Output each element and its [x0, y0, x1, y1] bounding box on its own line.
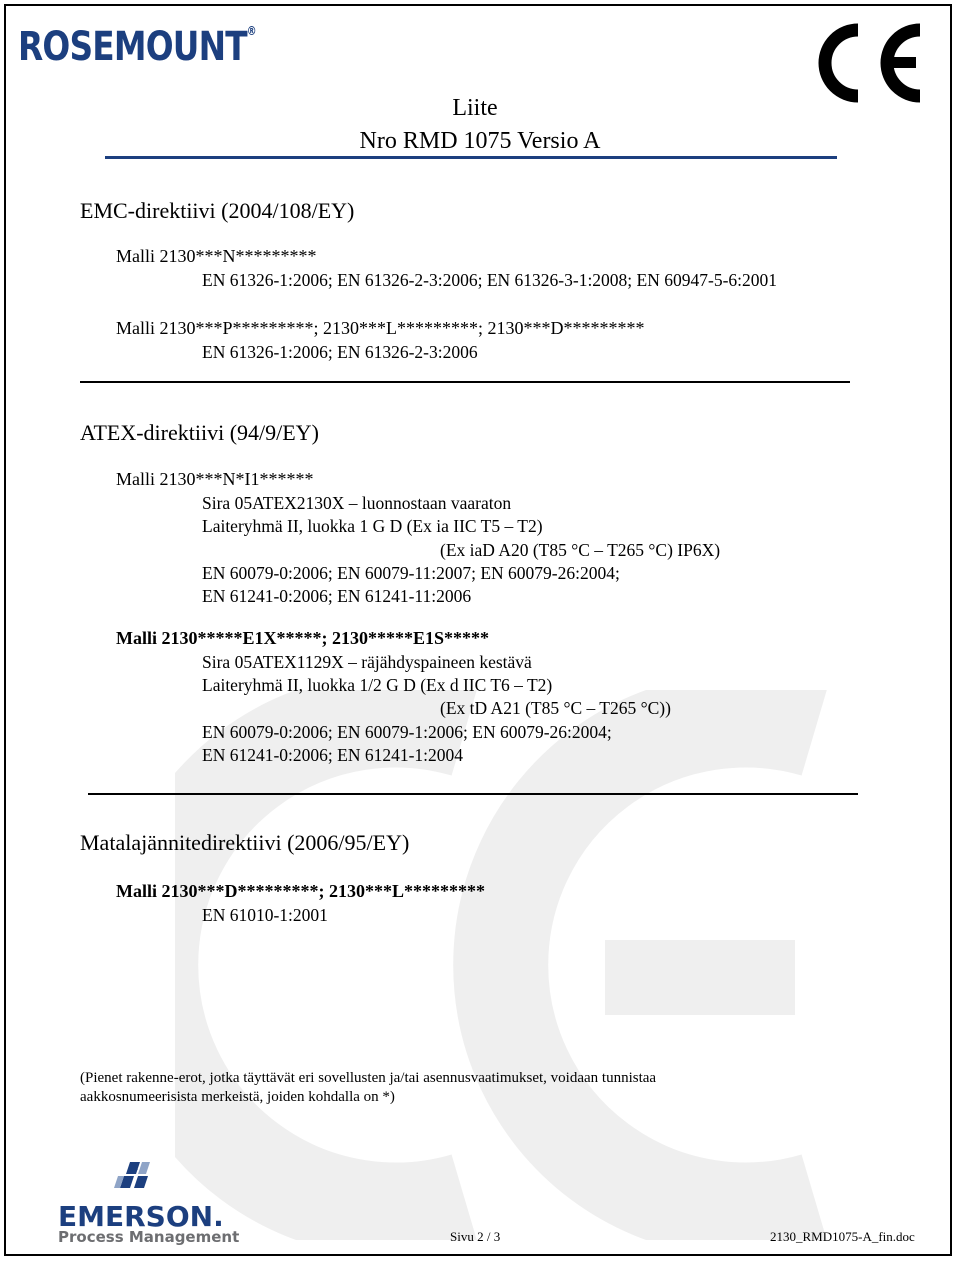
file-name: 2130_RMD1075-A_fin.doc	[770, 1229, 915, 1244]
emerson-subtitle: Process Management	[58, 1228, 240, 1246]
emerson-wordmark: EMERSON.	[58, 1200, 224, 1233]
emc-model-2: Malli 2130***P*********; 2130***L*********; 2130***D*********	[116, 318, 645, 338]
rosemount-logo: ROSEMOUNT®	[18, 24, 256, 70]
atex-a-line3: (Ex iaD A20 (T85 °C – T265 °C) IP6X)	[440, 540, 721, 560]
lvd-model: Malli 2130***D*********; 2130***L*********	[116, 881, 485, 901]
doc-title-line1: Liite	[452, 95, 498, 121]
note-line1: (Pienet rakenne-erot, jotka täyttävät eri sovellusten ja/tai asennusvaatimukset, voidaan tunnistaa	[80, 1070, 657, 1086]
atex-model-a: Malli 2130***N*I1******	[116, 469, 314, 489]
atex-b-line2: Laiteryhmä II, luokka 1/2 G D (Ex d IIC T6 – T2)	[202, 675, 553, 695]
atex-a-line2: Laiteryhmä II, luokka 1 G D (Ex ia IIC T5 – T2)	[202, 516, 543, 536]
ce-mark-icon	[808, 20, 928, 106]
atex-b-line5: EN 61241-0:2006; EN 61241-1:2004	[202, 745, 464, 765]
atex-a-line4: EN 60079-0:2006; EN 60079-11:2007; EN 60079-26:2004;	[202, 563, 620, 583]
atex-b-line3: (Ex tD A21 (T85 °C – T265 °C))	[440, 698, 671, 718]
emc-standards-2: EN 61326-1:2006; EN 61326-2-3:2006	[202, 342, 478, 362]
emc-heading: EMC-direktiivi (2004/108/EY)	[80, 198, 355, 223]
emc-standards-1: EN 61326-1:2006; EN 61326-2-3:2006; EN 61326-3-1:2008; EN 60947-5-6:2001	[202, 270, 778, 290]
atex-a-line1: Sira 05ATEX2130X – luonnostaan vaaraton	[202, 493, 512, 513]
lvd-standard: EN 61010-1:2001	[202, 905, 328, 925]
lvd-heading: Matalajännitedirektiivi (2006/95/EY)	[80, 830, 410, 855]
note-line2: aakkosnumeerisista merkeistä, joiden kohdalla on *)	[80, 1089, 395, 1105]
doc-title-line2: Nro RMD 1075 Versio A	[359, 128, 601, 154]
ce-watermark-icon	[175, 690, 865, 1240]
section-divider-2	[88, 793, 858, 795]
atex-model-b: Malli 2130*****E1X*****; 2130*****E1S*****	[116, 628, 490, 648]
page-number: Sivu 2 / 3	[450, 1229, 501, 1244]
atex-a-line5: EN 61241-0:2006; EN 61241-11:2006	[202, 586, 472, 606]
emc-model-1: Malli 2130***N*********	[116, 246, 317, 266]
section-divider-1	[80, 381, 850, 383]
atex-heading: ATEX-direktiivi (94/9/EY)	[80, 420, 319, 445]
atex-b-line4: EN 60079-0:2006; EN 60079-1:2006; EN 60079-26:2004;	[202, 722, 612, 742]
atex-b-line1: Sira 05ATEX1129X – räjähdyspaineen kestävä	[202, 652, 532, 672]
title-rule	[105, 156, 837, 159]
